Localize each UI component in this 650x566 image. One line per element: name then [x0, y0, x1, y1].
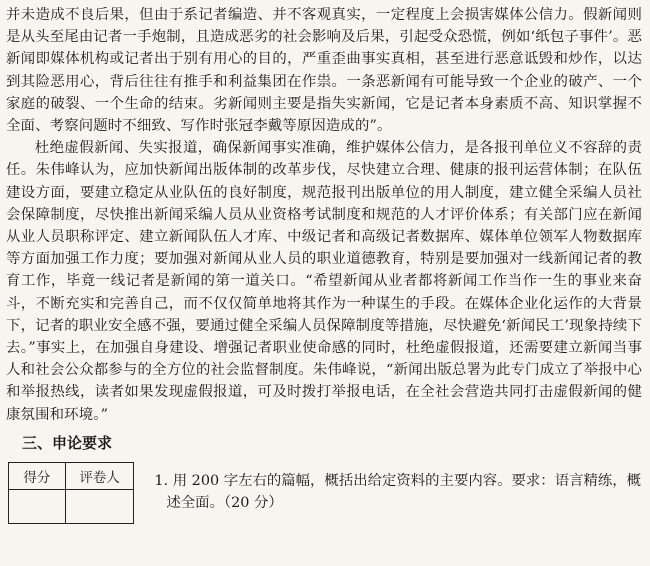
question-area	[6, 462, 642, 524]
grader-cell[interactable]	[65, 489, 134, 523]
question-line-2: 述全面。（20 分）	[166, 494, 283, 511]
paragraph-1: 并未造成不良后果，但由于系记者编造、并不客观真实，一定程度上会损害媒体公信力。假新闻则是从头至尾由记者一手炮制，且造成恶劣的社会影响及后果，引起受众恐慌，例如‘纸包子事件’。恶新闻即媒体机构或记者出于别有用心的目的，严重歪曲事实真相，甚至进行恶意诋毁和炒作，以达到其险恶用心，背后往往有推手和利益集团在作祟。一条恶新闻有可能导致一个企业的破产、一个家庭的破裂、一个生命的结束。劣新闻则主要是指失实新闻，它是记者本身素质不高、知识掌握不全面、考察问题时不细致、写作时张冠李戴等原因造成的”。	[6, 7, 642, 135]
paragraph-2: 杜绝虚假新闻、失实报道，确保新闻事实准确，维护媒体公信力，是各报刊单位义不容辞的责任。朱伟峰认为，应加快新闻出版体制的改革步伐，尽快建立合理、健康的报刊运营体制；在队伍建设方面，要建立稳定从业队伍的良好制度，规范报刊出版单位的用人制度，建立健全采编人员社会保障制度，尽快推出新闻采编人员从业资格考试制度和规范的人才评价体系；有关部门应在新闻从业人员职称评定、建立新闻队伍人才库、中级记者和高级记者数据库、媒体单位领军人物数据库等方面加强工作力度；要加强对新闻从业人员的职业道德教育，特别是要加强对一线新闻记者的教育工作，毕竟一线记者是新闻的第一道关口。“希望新闻从业者都将新闻工作当作一生的事业来奋斗，不断充实和完善自己，而不仅仅简单地将其作为一种谋生的手段。在媒体企业化运作的大背景下，记者的职业安全感不强，要通过健全采编人员保障制度等措施，尽快避免‘新闻民工’现象持续下去。”事实上，在加强自身建设、增强记者职业使命感的同时，杜绝虚假报道，还需要建立新闻当事人和社会公众都参与的全方位的社会监督制度。朱伟峰说，“新闻出版总署为此专门成立了举报中心和举报热线，读者如果发现虚假报道，可及时拨打举报电话，在全社会营造共同打击虚假新闻的健康氛围和环境。”	[6, 140, 642, 423]
score-cell[interactable]	[9, 489, 66, 523]
grader-header: 评卷人	[65, 462, 134, 489]
section-title: 三、申论要求	[22, 433, 113, 452]
score-table-header-row	[9, 462, 134, 489]
question-line-1: 1. 用 200 字左右的篇幅，概括出给定资料的主要内容。要求：语言精练，概	[154, 472, 642, 489]
score-table-blank-row	[9, 489, 134, 523]
score-header: 得分	[9, 462, 66, 489]
score-table	[8, 462, 134, 524]
question-1	[154, 470, 642, 514]
